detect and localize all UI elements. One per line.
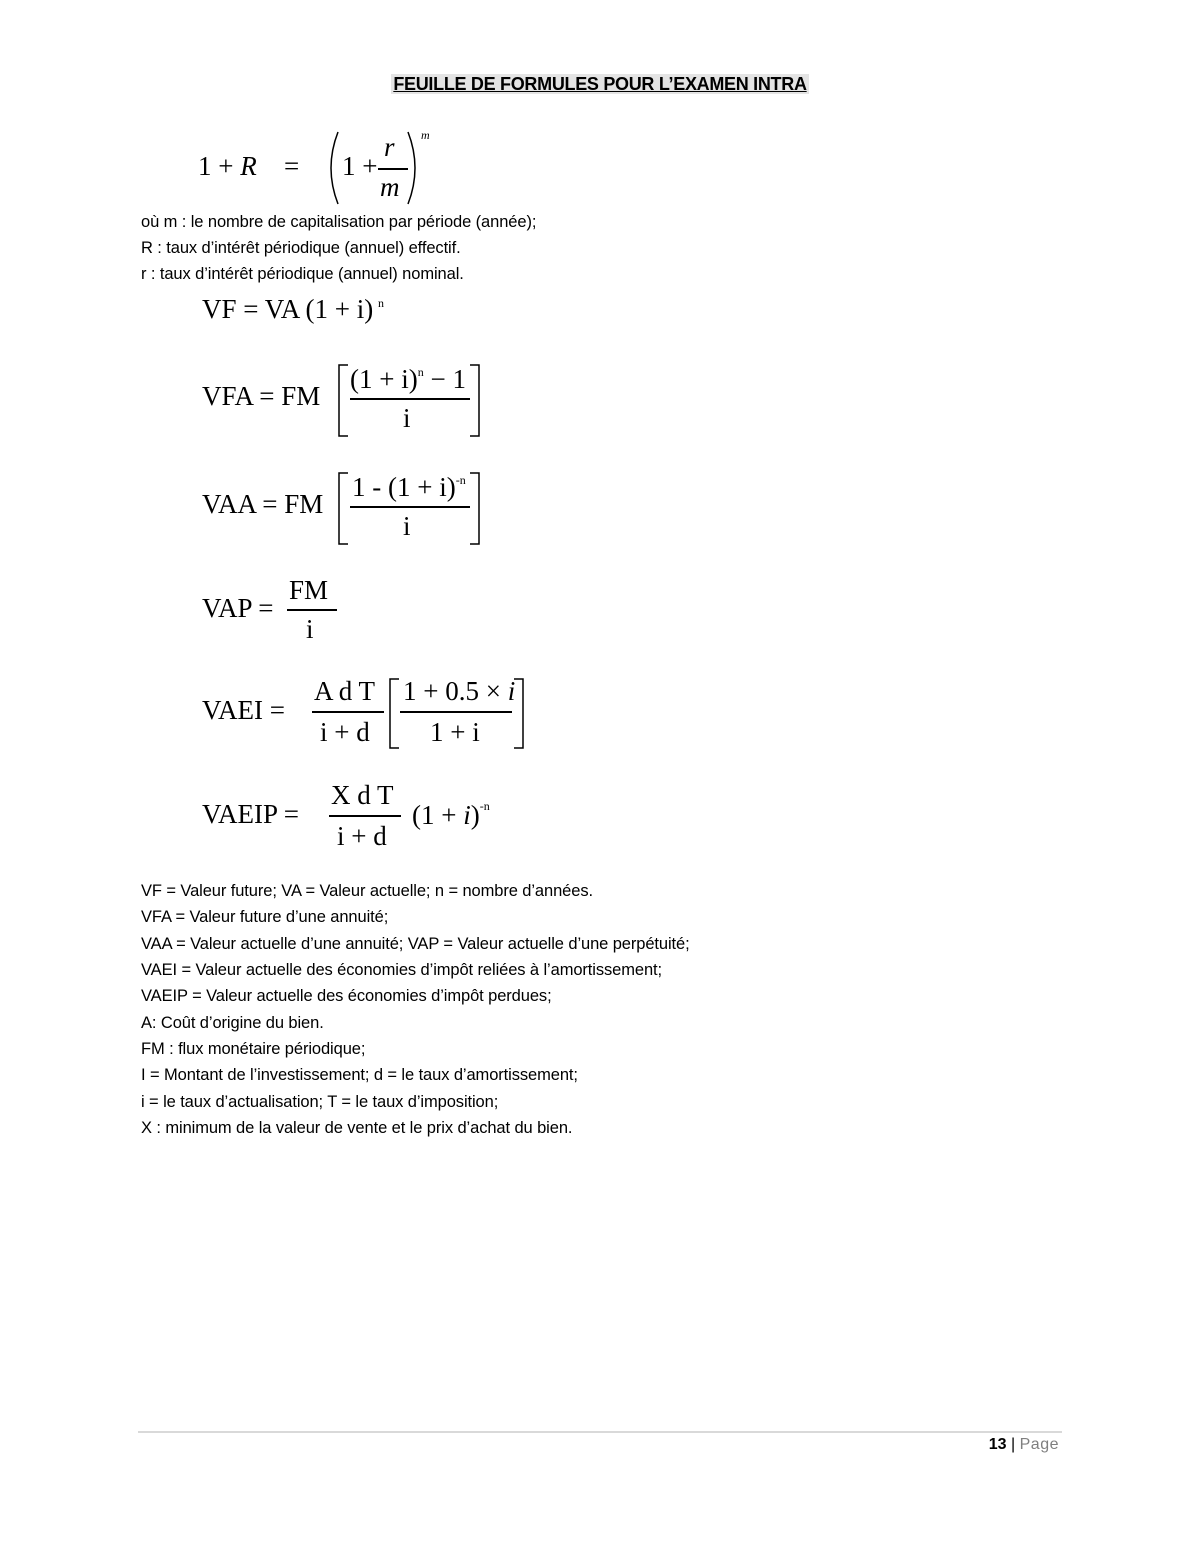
fraction-line [312,711,384,713]
formula-vfa-lhs: VFA = FM [202,381,321,411]
formula-exponent: m [421,128,430,142]
footer-divider [138,1431,1062,1433]
left-bracket [336,472,350,546]
definition-line: VAA = Valeur actuelle d’une annuité; VAP = Valeur actuelle d’une perpétuité; [141,935,690,953]
left-bracket [387,678,401,750]
definition-line: où m : le nombre de capitalisation par période (année); [141,213,537,231]
fraction-line [400,711,512,713]
formula-vaeip-denominator: i + d [337,821,387,851]
definition-line: FM : flux monétaire périodique; [141,1040,366,1058]
formula-vap-numerator: FM [289,575,329,605]
formula-numerator: r [384,132,395,162]
formula-vaa-denominator: i [403,511,411,541]
page-number: 13 [988,1436,1007,1453]
definition-line: VAEIP = Valeur actuelle des économies d’impôt perdues; [141,987,552,1005]
formula-denominator: m [380,172,400,202]
definition-line: A: Coût d’origine du bien. [141,1014,324,1032]
left-bracket [336,364,350,438]
left-paren [322,130,342,206]
formula-vaei-lhs: VAEI = [202,695,285,725]
formula-one-plus: 1 + [342,151,378,181]
formula-lhs: 1 + R [198,151,257,181]
right-bracket [468,364,482,438]
definition-line: VAEI = Valeur actuelle des économies d’impôt reliées à l’amortissement; [141,961,662,979]
formula-vaei-bracket-denominator: 1 + i [430,717,480,747]
right-bracket [468,472,482,546]
definition-line: r : taux d’intérêt périodique (annuel) nominal. [141,265,464,283]
formula-vfa-denominator: i [403,403,411,433]
formula-vaeip-numerator: X d T [331,780,394,810]
footer-separator: | [1011,1436,1016,1453]
fraction-line [329,815,401,817]
page-footer [989,1436,1059,1454]
formula-vap-denominator: i [306,614,314,644]
formula-vaa-numerator: $1 - (1 + i)^{-n}$ [352,472,466,502]
formula-vf-exponent: n [378,296,384,310]
formula-vaei-bracket-numerator: 1 + 0.5 × i [403,676,516,706]
definition-line: VF = Valeur future; VA = Valeur actuelle; n = nombre d’années. [141,882,593,900]
formula-vaeip-lhs: VAEIP = [202,799,299,829]
definition-line: I = Montant de l’investissement; d = le taux d’amortissement; [141,1066,578,1084]
formula-vaei-numerator: A d T [314,676,376,706]
page-label: Page [1019,1436,1059,1453]
definition-line: X : minimum de la valeur de vente et le prix d’achat du bien. [141,1119,573,1137]
formula-vf-text: VF = VA (1 + i) [202,294,374,324]
page-title: FEUILLE DE FORMULES POUR L’EXAMEN INTRA [393,74,807,94]
definition-line: i = le taux d’actualisation; T = le taux d’imposition; [141,1093,499,1111]
formula-vfa-numerator: $(1 + i)^n - 1$ [350,364,466,394]
definition-line: R : taux d’intérêt périodique (annuel) effectif. [141,239,461,257]
fraction-line [350,398,470,400]
formula-vaeip-factor: $(1 + i)^{-n}$ [412,799,490,830]
formula-vap-lhs: VAP = [202,593,274,623]
fraction-line [350,506,470,508]
definition-line: VFA = Valeur future d’une annuité; [141,908,389,926]
formula-vaa-lhs: VAA = FM [202,489,324,519]
formula-equals: = [284,151,300,181]
fraction-line [287,609,337,611]
formula-vaei-denominator: i + d [320,717,370,747]
right-bracket [512,678,526,750]
